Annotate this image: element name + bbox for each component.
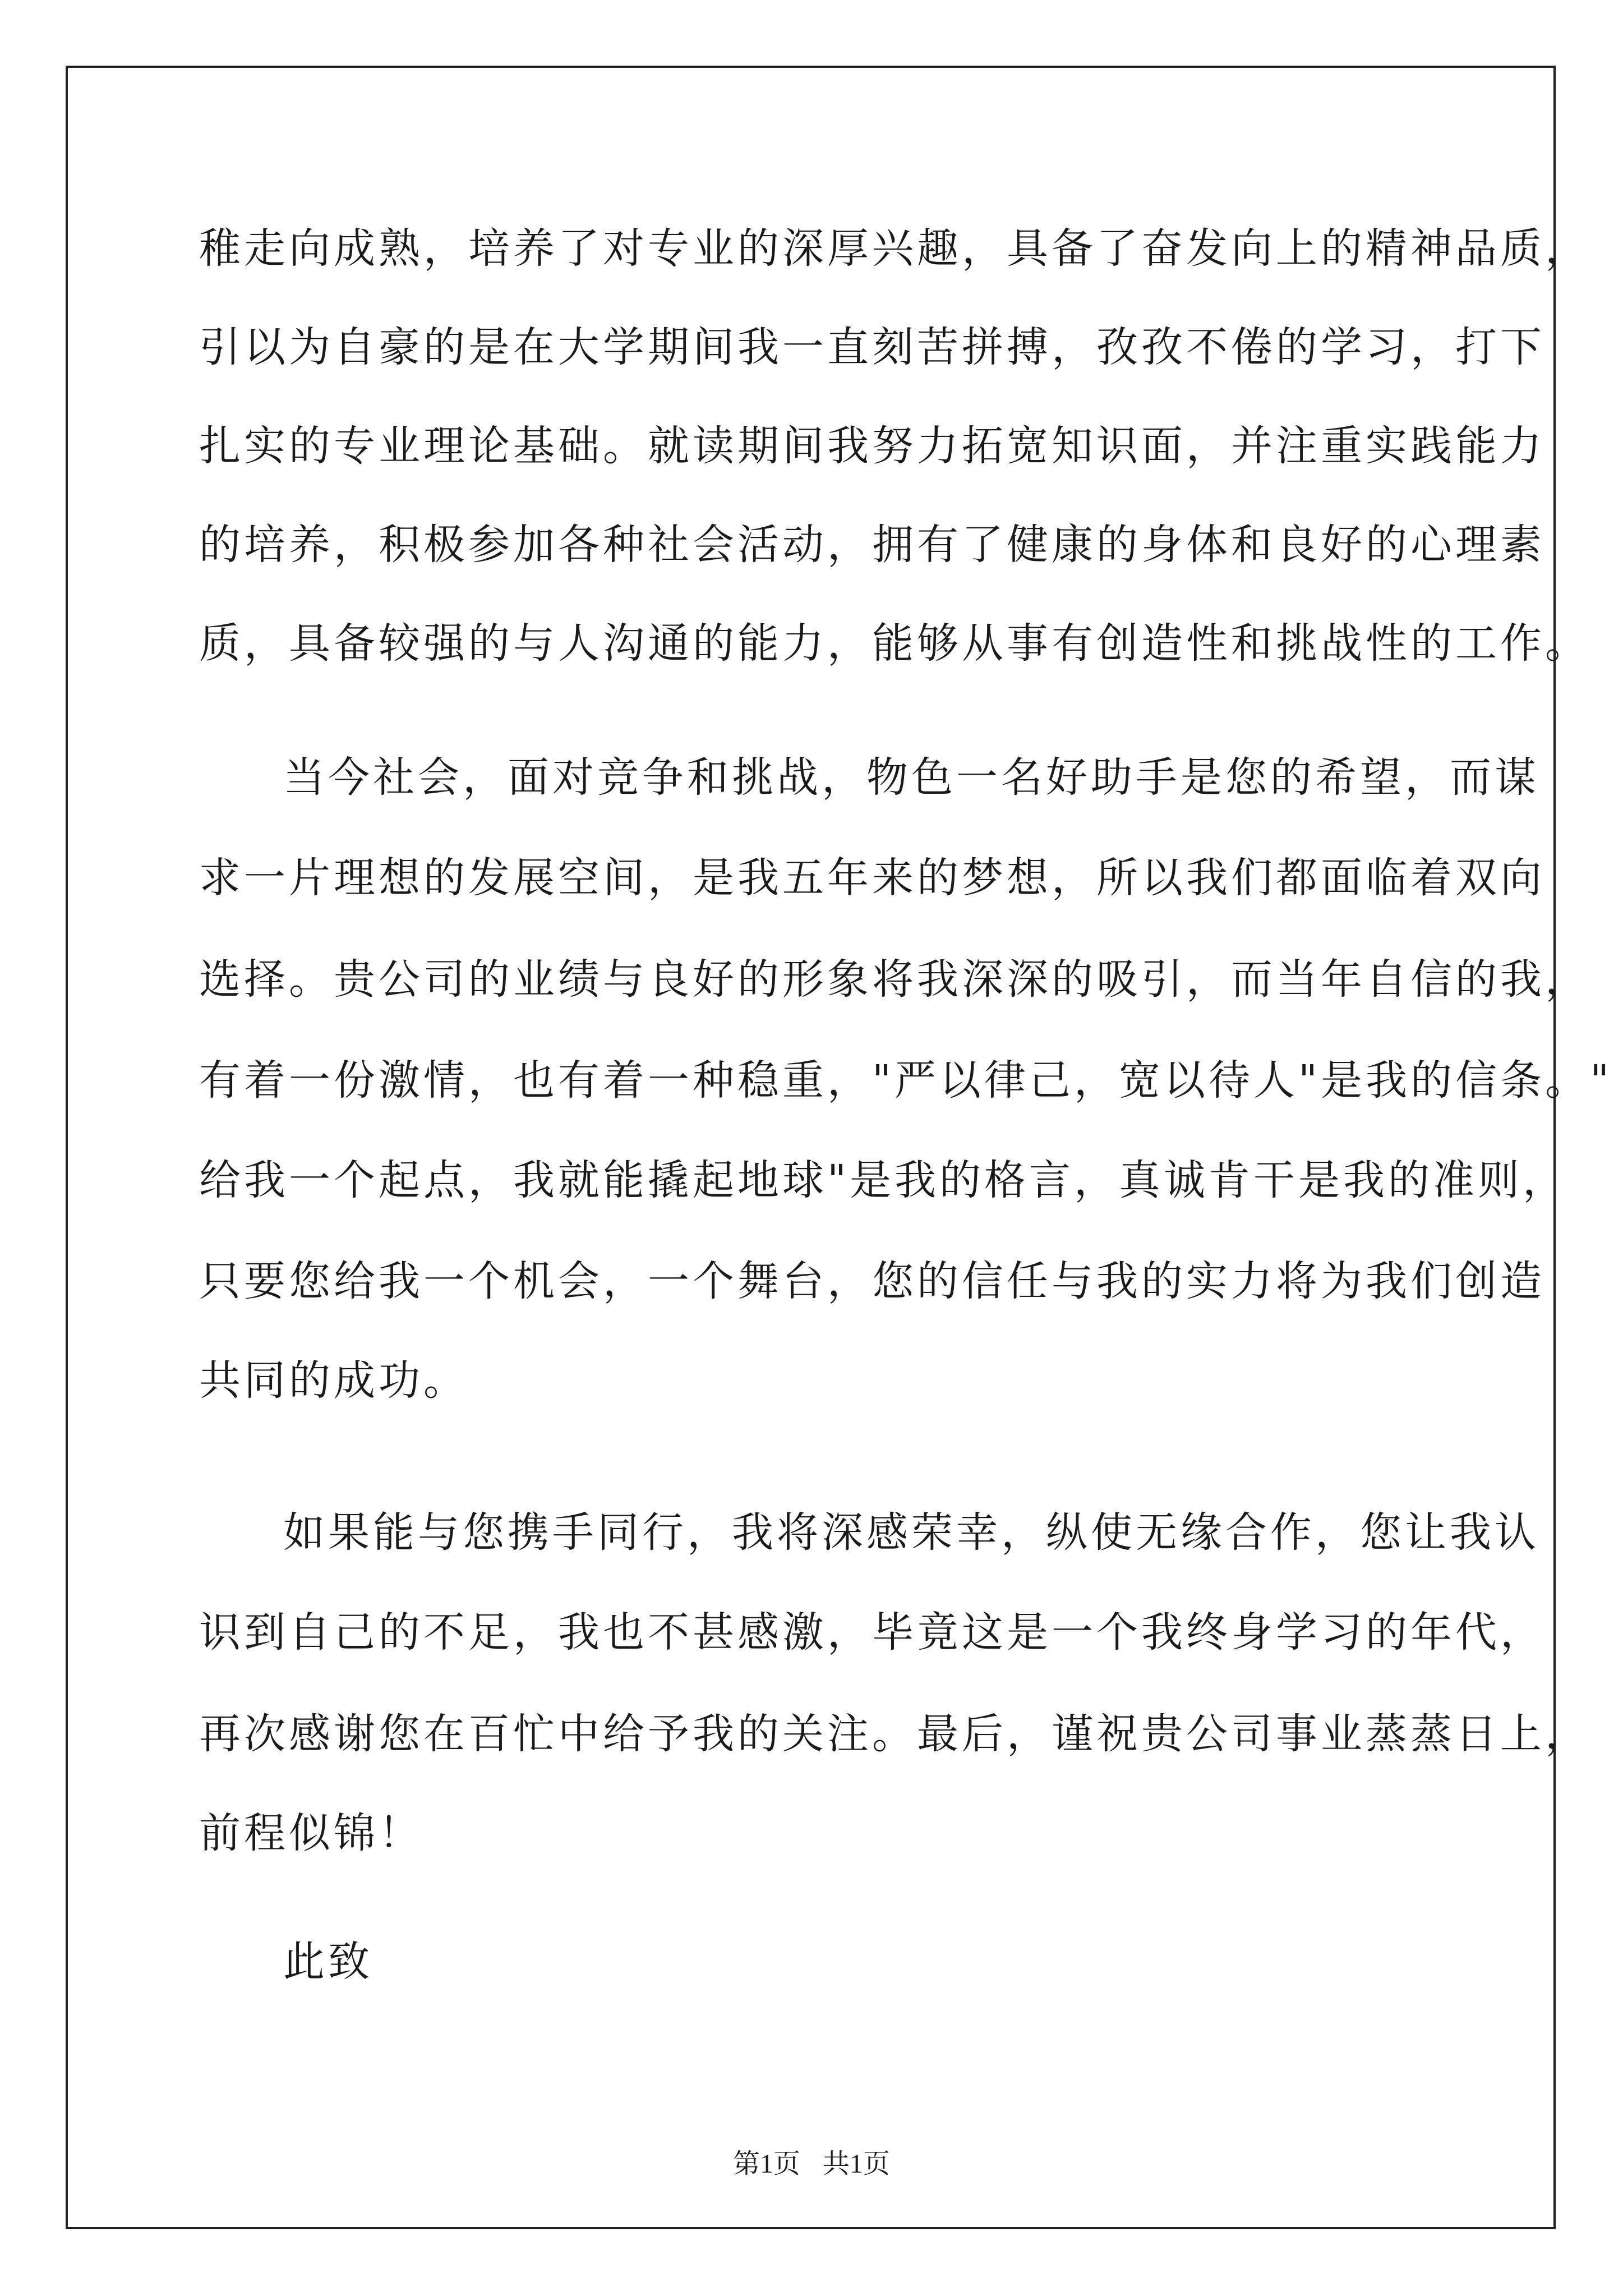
- paragraph-start-line: 如果能与您携手同行，我将深感荣幸，纵使无缘合作，您让我认: [283, 1508, 1539, 1557]
- body-line: 只要您给我一个机会，一个舞台，您的信任与我的实力将为我们创造: [199, 1257, 1545, 1305]
- page-footer: [0, 2147, 1623, 2181]
- page-number: 第1页: [732, 2149, 800, 2179]
- body-line: 给我一个起点，我就能撬起地球"是我的格言，真诚肯干是我的准则，: [199, 1156, 1568, 1204]
- body-line: 质，具备较强的与人沟通的能力，能够从事有创造性和挑战性的工作。: [199, 619, 1590, 668]
- body-line: 选择。贵公司的业绩与良好的形象将我深深的吸引，而当年自信的我，: [199, 955, 1590, 1004]
- page-total: 共1页: [823, 2149, 891, 2179]
- body-line: 再次感谢您在百忙中给予我的关注。最后，谨祝贵公司事业蒸蒸日上，: [199, 1710, 1590, 1758]
- paragraph-start-line: 当今社会，面对竞争和挑战，物色一名好助手是您的希望，而谋: [283, 753, 1539, 802]
- closing-salutation: 此致: [283, 1938, 373, 1986]
- body-line: 扎实的专业理论基础。就读期间我努力拓宽知识面，并注重实践能力: [199, 422, 1545, 470]
- body-line: 的培养，积极参加各种社会活动，拥有了健康的身体和良好的心理素: [199, 521, 1545, 569]
- body-line: 有着一份激情，也有着一种稳重，"严以律己，宽以待人"是我的信条。": [199, 1056, 1613, 1105]
- page-frame: [66, 66, 1556, 2229]
- body-line: 稚走向成熟，培养了对专业的深厚兴趣，具备了奋发向上的精神品质，: [199, 224, 1590, 273]
- body-line: 前程似锦！: [199, 1809, 423, 1857]
- body-line: 识到自己的不足，我也不甚感激，毕竟这是一个我终身学习的年代，: [199, 1608, 1545, 1657]
- body-line: 共同的成功。: [199, 1356, 468, 1405]
- body-line: 引以为自豪的是在大学期间我一直刻苦拼搏，孜孜不倦的学习，打下: [199, 323, 1545, 371]
- body-line: 求一片理想的发展空间，是我五年来的梦想，所以我们都面临着双向: [199, 854, 1545, 902]
